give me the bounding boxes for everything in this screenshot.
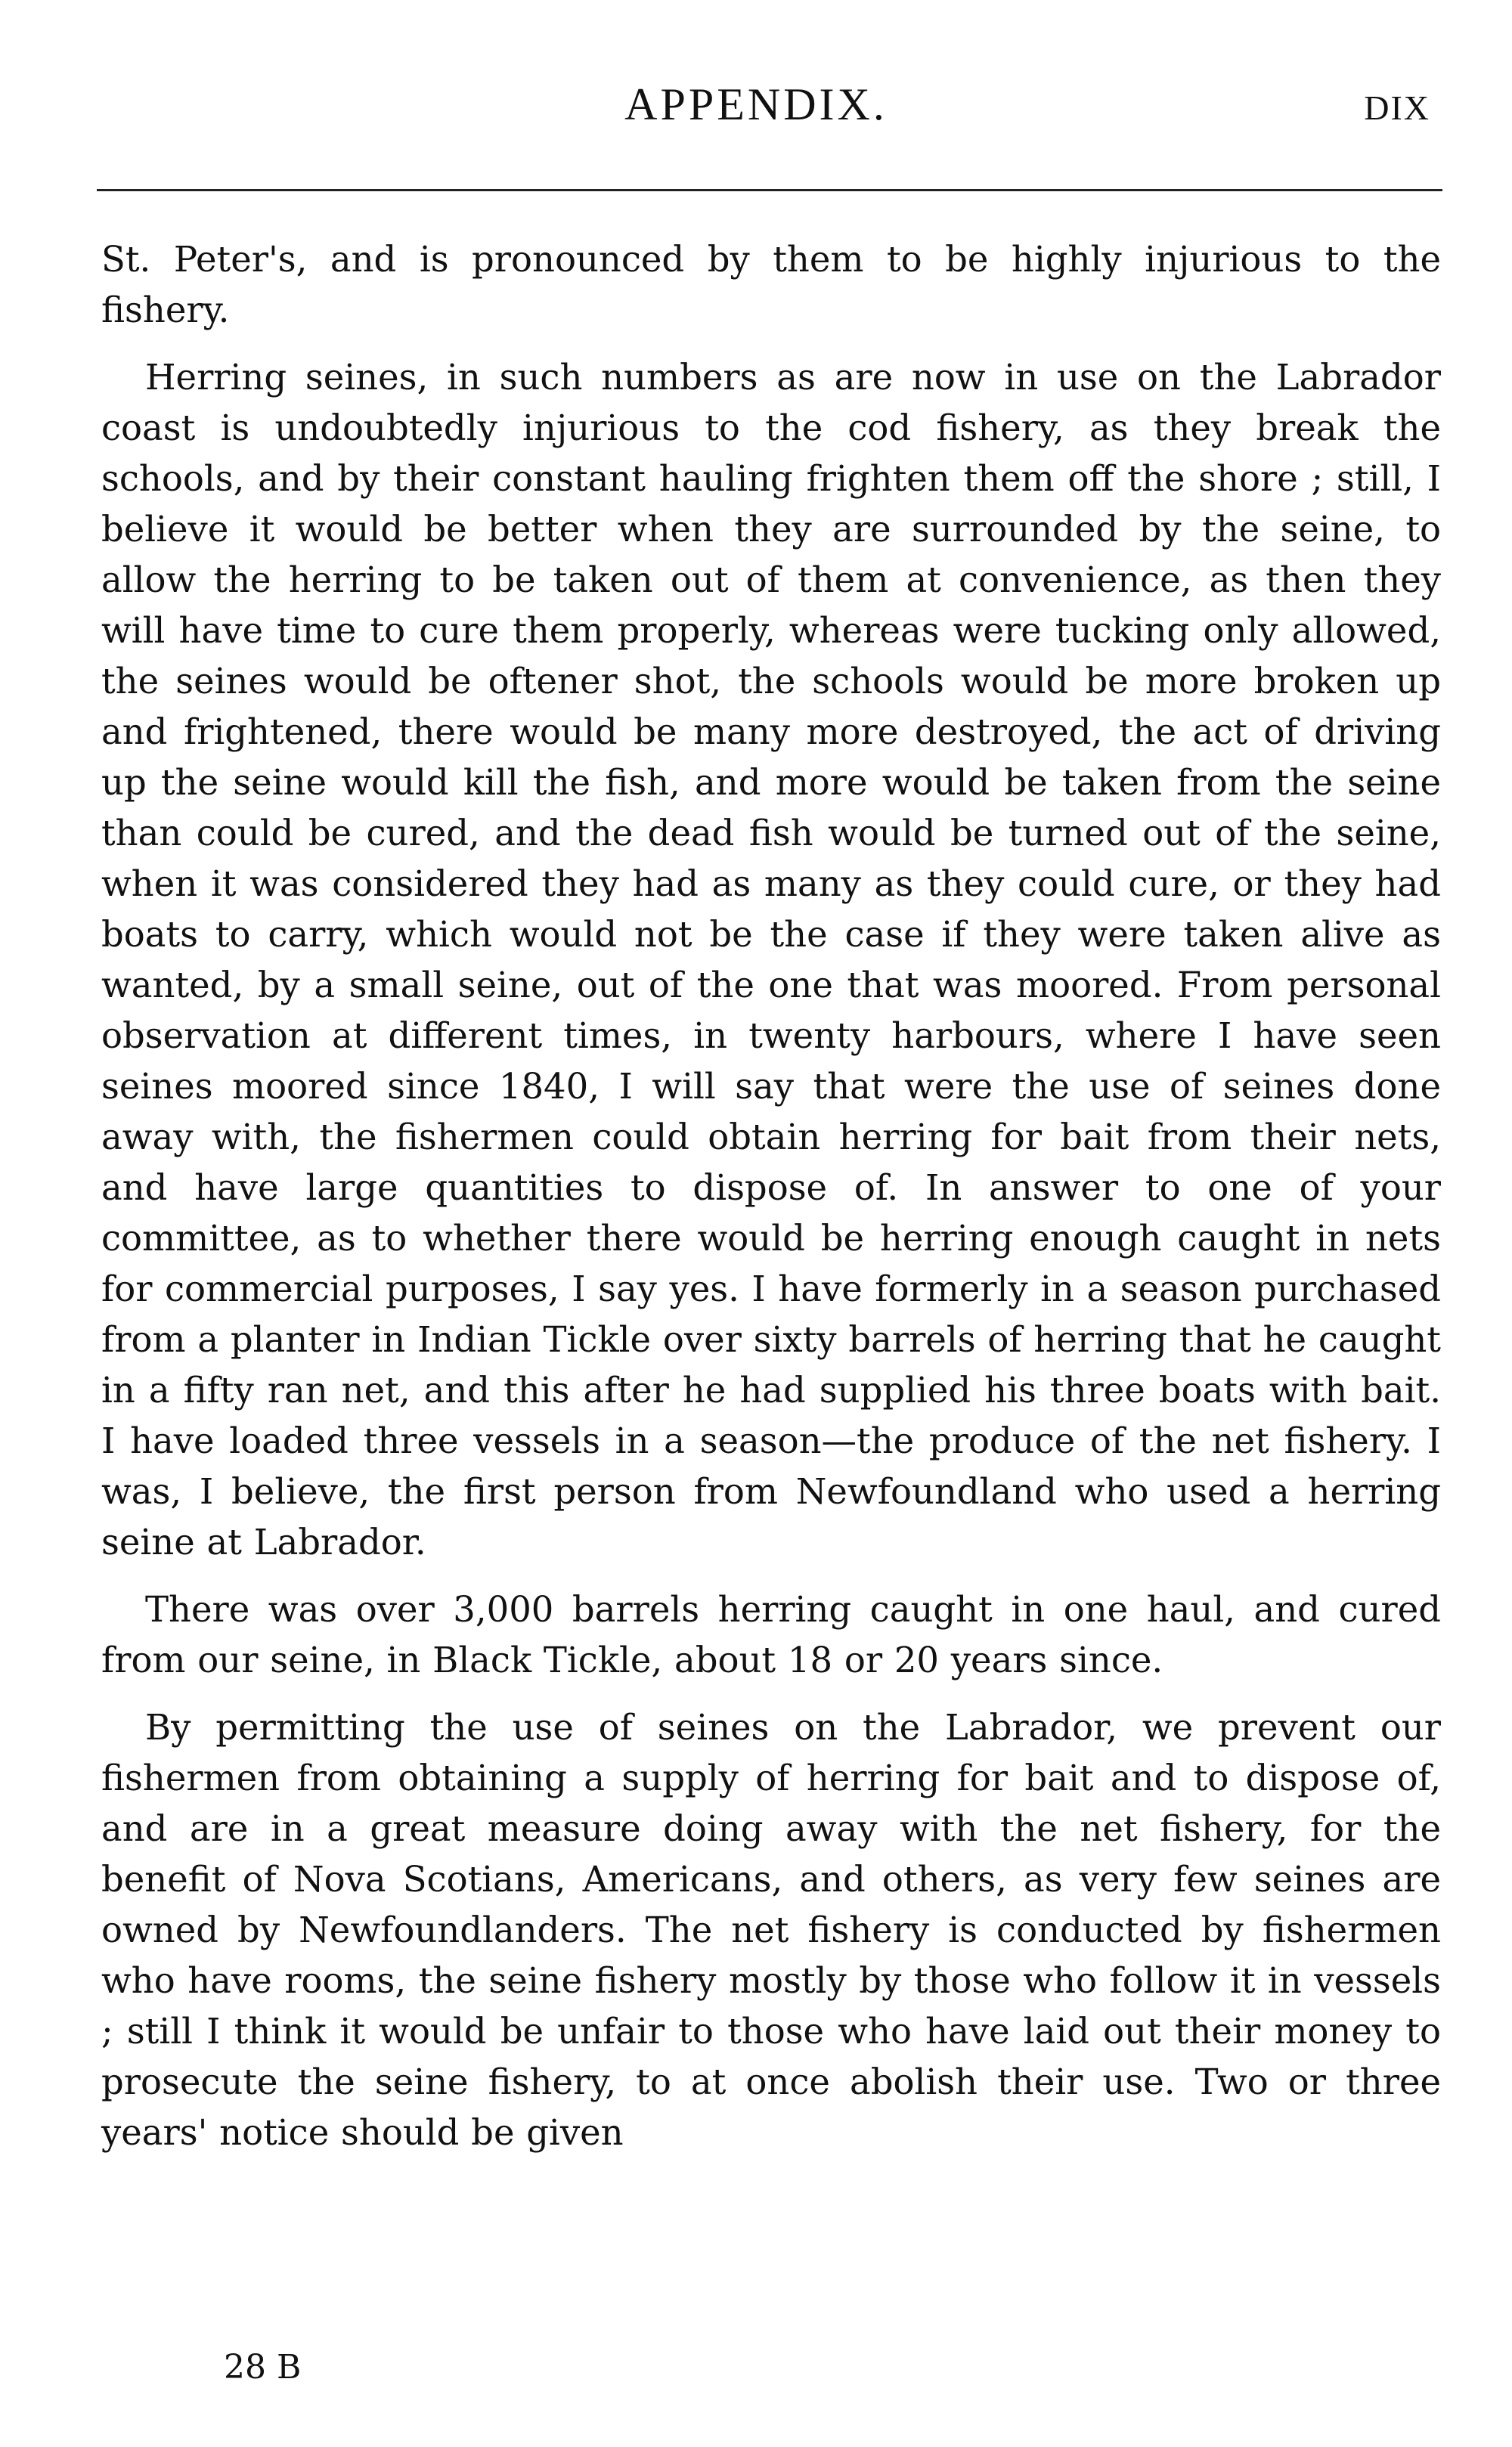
page-header: [0, 74, 1512, 135]
body-text: [101, 234, 1441, 2158]
page-number: DIX: [1364, 88, 1430, 127]
paragraph-continued: St. Peter's, and is pronounced by them to be highly injurious to the fishery.: [101, 239, 1441, 330]
paragraph-permitting-seines: By permitting the use of seines on the Labrador, we prevent our fishermen from obtaining a supply of herring for bait and to dispose of, and are in a great measure doing away with the net fishery, for the benefit of Nova Scotians, Americans, and others, as very few seines are owned by Newfoundlanders. The net fishery is conducted by fishermen who have rooms, the seine fishery mostly by those who follow it in vessels ; still I think it would be unfair to those who have laid out their money to prosecute the seine fishery, to at once abolish their use. Two or three years' notice should be given: [101, 1707, 1441, 2153]
header-rule: [97, 189, 1442, 191]
paragraph-black-tickle: There was over 3,000 barrels herring caught in one haul, and cured from our seine, in Black Tickle, about 18 or 20 years since.: [101, 1589, 1441, 1680]
paragraph-herring-seines: Herring seines, in such numbers as are now in use on the Labrador coast is undoubtedly injurious to the cod fishery, as they break the schools, and by their constant hauling frighten them off the shore ; still, I believe it would be better when they are surrounded by the seine, to allow the herring to be taken out of them at convenience, as then they will have time to cure them properly, whereas were tucking only allowed, the seines would be oftener shot, the schools would be more broken up and frightened, there would be many more destroyed, the act of driving up the seine would kill the fish, and more would be taken from the seine than could be cured, and the dead fish would be turned out of the seine, when it was considered they had as many as they could cure, or they had boats to carry, which would not be the case if they were taken alive as wanted, by a small seine, out of the one that was moored. From personal observation at different times, in twenty harbours, where I have seen seines moored since 1840, I will say that were the use of seines done away with, the fishermen could obtain herring for bait from their nets, and have large quantities to dispose of. In answer to one of your committee, as to whether there would be herring enough caught in nets for commercial purposes, I say yes. I have formerly in a season purchased from a planter in Indian Tickle over sixty barrels of herring that he caught in a fifty ran net, and this after he had supplied his three boats with bait. I have loaded three vessels in a season—the produce of the net fishery. I was, I believe, the first person from Newfoundland who used a herring seine at Labrador.: [101, 357, 1441, 1563]
signature-mark: 28 B: [224, 2348, 302, 2387]
running-title: APPENDIX.: [624, 79, 888, 129]
